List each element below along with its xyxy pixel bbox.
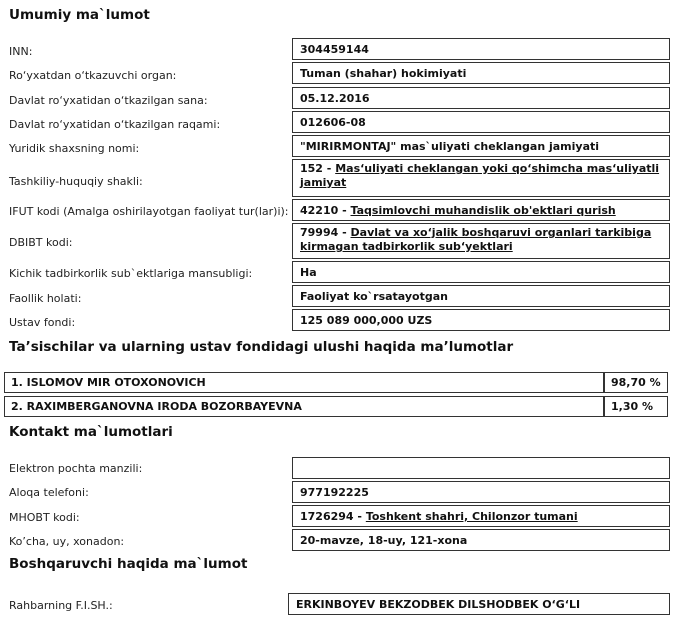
email-label: Elektron pochta manzili: — [9, 462, 143, 475]
management-section-title: Boshqaruvchi haqida ma`lumot — [9, 556, 248, 572]
reg-number-label: Davlat ro‘yxatidan o‘tkazilgan raqami: — [9, 118, 221, 131]
ifut-value: 42210 - Taqsimlovchi muhandislik ob'ektlari qurish — [292, 199, 670, 221]
reg-number-value: 012606-08 — [292, 111, 670, 133]
head-value: ERKINBOYEV BEKZODBEK DILSHODBEK O‘G‘LI — [288, 593, 670, 615]
capital-value: 125 089 000,000 UZS — [292, 309, 670, 331]
ifut-link[interactable]: Taqsimlovchi muhandislik ob'ektlari qurish — [350, 203, 616, 217]
founders-section-title: Ta’sischilar va ularning ustav fondidagi ulushi haqida ma’lumotlar — [9, 339, 514, 355]
phone-value: 977192225 — [292, 481, 670, 503]
address-label: Ko’cha, uy, xonadon: — [9, 535, 125, 548]
email-value — [292, 457, 670, 479]
reg-organ-value: Tuman (shahar) hokimiyati — [292, 62, 670, 84]
mhobt-code: 1726294 — [300, 509, 354, 523]
legal-name-value: "MIRIRMONTAJ" mas`uliyati cheklangan jamiyati — [292, 135, 670, 157]
ifut-label: IFUT kodi (Amalga oshirilayotgan faoliyat tur(lar)i): — [9, 205, 289, 218]
status-label: Faollik holati: — [9, 292, 82, 305]
mhobt-label: MHOBT kodi: — [9, 511, 80, 524]
capital-label: Ustav fondi: — [9, 316, 76, 329]
mhobt-value: 1726294 - Toshkent shahri, Chilonzor tumani — [292, 505, 670, 527]
phone-label: Aloqa telefoni: — [9, 486, 89, 499]
small-business-value: Ha — [292, 261, 670, 283]
legal-form-link[interactable]: Mas‘uliyati cheklangan yoki qo‘shimcha mas‘uliyatli jamiyat — [300, 162, 660, 189]
small-business-label: Kichik tadbirkorlik sub`ektlariga mansubligi: — [9, 267, 253, 280]
reg-date-value: 05.12.2016 — [292, 87, 670, 109]
dbibt-value: 79994 - Davlat va xo‘jalik boshqaruvi organlari tarkibiga kirmagan tadbirkorlik sub‘yektlari — [292, 223, 670, 259]
head-label: Rahbarning F.I.SH.: — [9, 599, 113, 612]
founder-share-1: 98,70 % — [604, 372, 668, 393]
reg-organ-label: Ro‘yxatdan o‘tkazuvchi organ: — [9, 69, 177, 82]
status-value: Faoliyat ko`rsatayotgan — [292, 285, 670, 307]
dbibt-code: 79994 — [300, 226, 339, 239]
legal-form-value: 152 - Mas‘uliyati cheklangan yoki qo‘shimcha mas‘uliyatli jamiyat — [292, 159, 670, 197]
founder-share-2: 1,30 % — [604, 396, 668, 417]
inn-label: INN: — [9, 45, 33, 58]
legal-form-label: Tashkiliy-huquqiy shakli: — [9, 175, 143, 188]
reg-date-label: Davlat ro‘yxatidan o‘tkazilgan sana: — [9, 94, 208, 107]
general-section-title: Umumiy ma`lumot — [9, 7, 150, 23]
contact-section-title: Kontakt ma`lumotlari — [9, 424, 173, 440]
legal-form-code: 152 — [300, 162, 323, 175]
mhobt-link[interactable]: Toshkent shahri, Chilonzor tumani — [365, 509, 578, 523]
address-value: 20-mavze, 18-uy, 121-xona — [292, 529, 670, 551]
founder-name-2: 2. RAXIMBERGANOVNA IRODA BOZORBAYEVNA — [4, 396, 604, 417]
legal-name-label: Yuridik shaxsning nomi: — [9, 142, 140, 155]
inn-value: 304459144 — [292, 38, 670, 60]
ifut-code: 42210 — [300, 203, 339, 217]
founder-name-1: 1. ISLOMOV MIR OTOXONOVICH — [4, 372, 604, 393]
dbibt-label: DBIBT kodi: — [9, 236, 73, 249]
dbibt-link[interactable]: Davlat va xo‘jalik boshqaruvi organlari tarkibiga kirmagan tadbirkorlik sub‘yektlari — [300, 226, 652, 253]
